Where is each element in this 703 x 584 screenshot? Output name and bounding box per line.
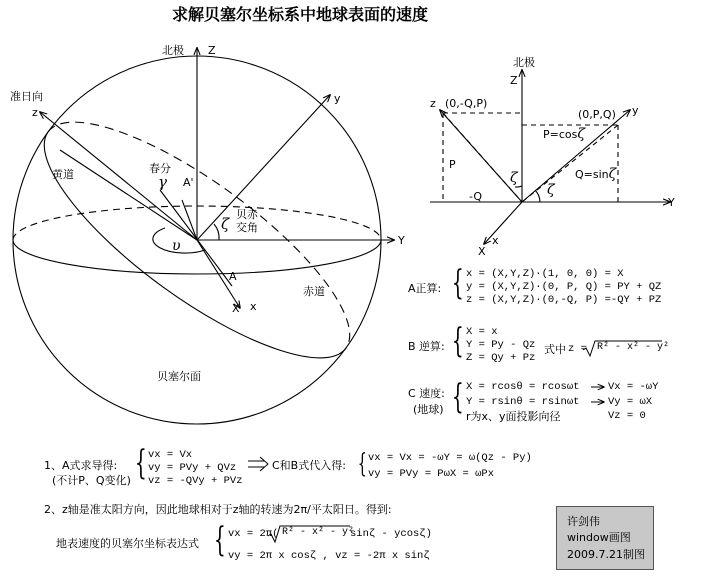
side-x-axis-label: X bbox=[478, 245, 486, 258]
line3-eq1-end: sinζ - ycosζ) bbox=[350, 528, 432, 540]
line3-eq1-radicand: R² - x² - y² bbox=[282, 527, 355, 538]
line1-result-1: vx = Vx = -ωY = ω(Qz - Py) bbox=[368, 452, 532, 464]
b-extra-radicand: R² - x² - y² bbox=[597, 342, 670, 353]
line3-label: 地表速度的贝塞尔坐标表达式 bbox=[56, 537, 199, 550]
side-y-axis-label: Y bbox=[668, 196, 675, 209]
line2-text: 2、z轴是准太阳方向，因此地球相对于z轴的转速为2π/平太阳日。得到: bbox=[44, 503, 392, 516]
sphere-y-small-label: y bbox=[334, 92, 341, 105]
vernal-label: 春分 bbox=[149, 162, 171, 175]
side-zeta-right: ζ bbox=[547, 182, 555, 198]
line1-result-2: vy = PVy = PωX = ωPx bbox=[368, 468, 495, 480]
line1-eq-3: vz = -QVy + PVz bbox=[148, 475, 243, 487]
side-zeta-arc-left bbox=[515, 186, 522, 187]
signature-box bbox=[556, 506, 654, 570]
line3-brace: { bbox=[213, 520, 226, 560]
b-formula-line-1: X = x bbox=[466, 326, 498, 338]
zeta-arc bbox=[214, 224, 219, 240]
c-formula-line-3: r为x、y面投影向径 bbox=[466, 410, 561, 423]
equator-label: 赤道 bbox=[303, 285, 325, 298]
gamma-symbol: γ bbox=[158, 173, 167, 191]
side-y-small-label: y bbox=[632, 104, 639, 117]
b-formula-line-2: Y = Py - Qz bbox=[466, 339, 536, 351]
signature-name: 许剑伟 bbox=[567, 515, 600, 528]
c-formula-line-2: Y = rsinθ = rsinωt bbox=[466, 396, 580, 408]
quasi-sun-label: 准日向 bbox=[10, 90, 43, 103]
c-result-1: Vx = -ωY bbox=[608, 381, 659, 393]
sphere-z-small-label: z bbox=[32, 106, 38, 119]
b-brace: { bbox=[451, 321, 464, 361]
sphere-north-pole-label: 北极 bbox=[162, 44, 184, 57]
a-point-label: A bbox=[229, 270, 237, 283]
a-formula-line-2: y = (X,Y,Z)·(0, P, Q) = PY + QZ bbox=[466, 281, 662, 293]
line1-brace-right: { bbox=[357, 449, 367, 479]
line1-label: 1、A式求导得: bbox=[44, 459, 118, 472]
c-brace: { bbox=[451, 377, 464, 417]
side-zeta-left: ζ bbox=[510, 170, 518, 186]
a-formula-label: A正算: bbox=[408, 282, 442, 295]
a-prime-label: A' bbox=[183, 176, 194, 189]
c-result-3: Vz = 0 bbox=[608, 410, 646, 422]
a-brace: { bbox=[451, 263, 464, 303]
side-z-axis-label: Z bbox=[510, 74, 518, 87]
ecliptic-label: 黄道 bbox=[52, 168, 74, 181]
side-point-left: (0,-Q,P) bbox=[445, 97, 488, 110]
b-extra-eq: z = bbox=[568, 343, 587, 355]
c-formula-label-2: (地球) bbox=[413, 403, 444, 416]
sphere-z-axis-label: Z bbox=[208, 44, 216, 57]
c-result-2: Vy = ωX bbox=[608, 396, 653, 408]
sphere-x-small-label: x bbox=[250, 300, 257, 313]
side-zeta-arc-right bbox=[535, 190, 540, 202]
sphere-x-axis-label: X bbox=[232, 302, 240, 315]
line1-mid-text: C和B式代入得: bbox=[272, 459, 346, 472]
bessel-plane-label: 贝塞尔面 bbox=[157, 370, 201, 383]
side-point-right: (0,P,Q) bbox=[578, 108, 616, 121]
line1-sub-label: (不计P、Q变化) bbox=[52, 474, 131, 487]
b-extra-prefix: 式中 bbox=[544, 343, 566, 356]
side-p-equation: P=cosζ bbox=[543, 126, 585, 142]
line1-brace-left: { bbox=[134, 443, 147, 483]
line1-eq-2: vy = PVy + QVz bbox=[148, 462, 237, 474]
upsilon-symbol: υ bbox=[172, 238, 181, 254]
a-formula-line-1: x = (X,Y,Z)·(1, 0, 0) = X bbox=[466, 268, 624, 280]
side-neg-q-label: -Q bbox=[469, 190, 483, 203]
sphere-y-axis-label: Y bbox=[398, 234, 405, 247]
equator-front bbox=[13, 240, 381, 274]
side-y-small bbox=[522, 110, 630, 202]
b-formula-label: B 逆算: bbox=[408, 340, 445, 353]
c-formula-line-1: X = rcosθ = rcosωt bbox=[466, 381, 580, 393]
bessel-equator-label-1: 贝赤 bbox=[236, 208, 258, 221]
bessel-equator-label-2: 交角 bbox=[236, 221, 258, 234]
signature-date: 2009.7.21制图 bbox=[567, 548, 645, 561]
side-p-label: P bbox=[449, 158, 456, 171]
side-q-equation: Q=sinζ bbox=[575, 166, 617, 182]
side-x-axis bbox=[484, 202, 522, 244]
ecliptic-line bbox=[60, 150, 197, 240]
line3-eq1-start: vx = 2π( bbox=[228, 528, 279, 540]
b-formula-line-3: Z = Qy + Pz bbox=[466, 352, 536, 364]
zeta-symbol: ζ bbox=[221, 215, 230, 233]
side-x-small-label: x bbox=[492, 234, 499, 247]
c-formula-label-1: C 速度: bbox=[408, 387, 445, 400]
side-north-pole-label: 北极 bbox=[513, 56, 535, 69]
side-z-small-label: z bbox=[430, 97, 436, 110]
page-title: 求解贝塞尔坐标系中地球表面的速度 bbox=[172, 5, 429, 24]
signature-tool: window画图 bbox=[567, 531, 631, 544]
a-formula-line-3: z = (X,Y,Z)·(0,-Q, P) =-QY + PZ bbox=[466, 294, 662, 306]
line3-eq2: vy = 2π x cosζ , vz = -2π x sinζ bbox=[228, 550, 430, 562]
implies-arrow bbox=[248, 457, 268, 471]
line1-eq-1: vx = Vx bbox=[148, 449, 193, 461]
